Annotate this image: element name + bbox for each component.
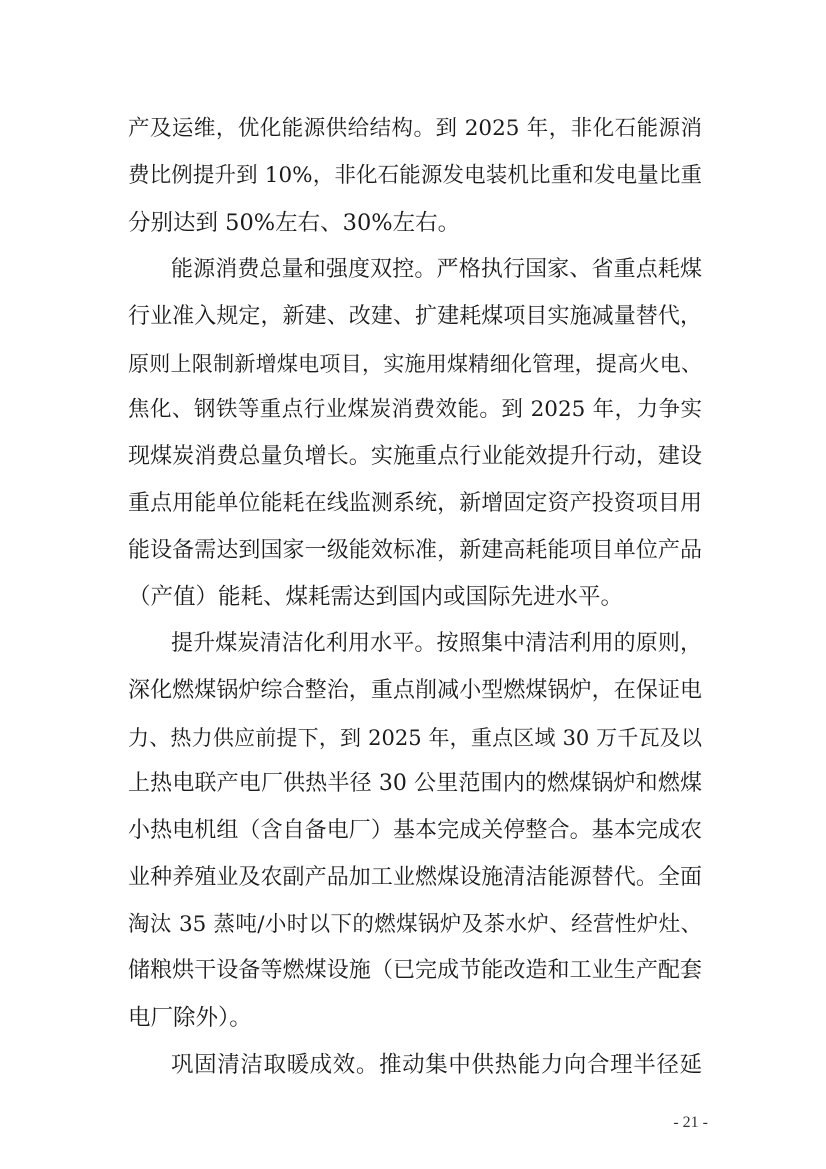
text-line: （产值）能耗、煤耗需达到国内或国际先进水平。	[128, 584, 624, 610]
text-line: 力、热力供应前提下，到 2025 年，重点区域 30 万千瓦及以	[128, 726, 702, 750]
paragraph-first-line: 提升煤炭清洁化利用水平。按照集中清洁利用的原则，	[171, 631, 702, 656]
text-line: 费比例提升到 10%，非化石能源发电装机比重和发电量比重	[128, 163, 702, 188]
text-line: 业种养殖业及农副产品加工业燃煤设施清洁能源替代。全面	[128, 865, 702, 890]
paragraph-first-line: 巩固清洁取暖成效。推动集中供热能力向合理半径延	[171, 1052, 702, 1078]
text-line: 能设备需达到国家一级能效标准，新建高耗能项目单位产品	[128, 538, 702, 563]
paragraph-first-line: 能源消费总量和强度双控。严格执行国家、省重点耗煤	[171, 257, 702, 282]
text-line: 储粮烘干设备等燃煤设施（已完成节能改造和工业生产配套	[128, 958, 702, 983]
text-line: 上热电联产电厂供热半径 30 公里范围内的燃煤锅炉和燃煤	[128, 771, 702, 796]
text-line: 电厂除外）。	[128, 1005, 252, 1031]
text-line: 行业准入规定，新建、改建、扩建耗煤项目实施减量替代，	[128, 304, 702, 329]
text-line: 产及运维，优化能源供给结构。到 2025 年，非化石能源消	[128, 116, 702, 141]
text-line: 原则上限制新增煤电项目，实施用煤精细化管理，提高火电、	[128, 352, 702, 376]
text-line: 现煤炭消费总量负增长。实施重点行业能效提升行动，建设	[128, 444, 702, 469]
text-line: 焦化、钢铁等重点行业煤炭消费效能。到 2025 年，力争实	[128, 397, 702, 422]
text-line: 分别达到 50%左右、30%左右。	[128, 210, 461, 236]
text-line: 淘汰 35 蒸吨/小时以下的燃煤锅炉及茶水炉、经营性炉灶、	[128, 912, 702, 937]
text-line: 小热电机组（含自备电厂）基本完成关停整合。基本完成农	[128, 818, 702, 843]
page-number: - 21 -	[673, 1114, 708, 1131]
text-line: 重点用能单位能耗在线监测系统，新增固定资产投资项目用	[128, 491, 702, 516]
text-line: 深化燃煤锅炉综合整治，重点削减小型燃煤锅炉，在保证电	[128, 678, 702, 703]
